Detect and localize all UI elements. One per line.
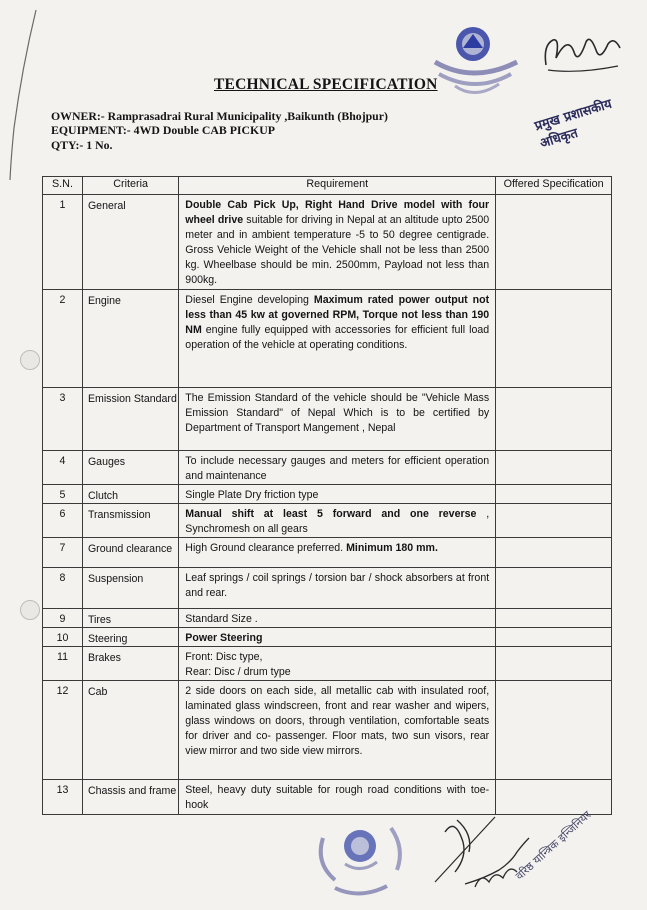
row-criteria: Gauges bbox=[82, 451, 178, 485]
row-criteria: Emission Standard bbox=[82, 388, 178, 451]
table-row bbox=[43, 451, 612, 485]
header-requirement: Requirement bbox=[179, 177, 496, 195]
row-criteria: Brakes bbox=[82, 647, 178, 681]
header-criteria: Criteria bbox=[82, 177, 178, 195]
row-requirement bbox=[179, 290, 496, 388]
row-criteria: Cab bbox=[82, 681, 178, 780]
table-row bbox=[43, 195, 612, 290]
row-requirement bbox=[179, 195, 496, 290]
row-requirement bbox=[179, 485, 496, 504]
row-criteria: Transmission bbox=[82, 504, 178, 538]
requirement-text: Front: Disc type, bbox=[185, 651, 263, 663]
requirement-text: To include necessary gauges and meters for efficient operation and maintenance bbox=[185, 455, 490, 482]
table-row bbox=[43, 681, 612, 780]
row-sn: 6 bbox=[43, 504, 83, 538]
row-criteria: Suspension bbox=[82, 568, 178, 609]
requirement-text: , Synchromesh on all gears bbox=[185, 508, 490, 535]
row-criteria: Tires bbox=[82, 609, 178, 628]
requirement-text: Power Steering bbox=[185, 632, 263, 644]
row-criteria: Ground clearance bbox=[82, 538, 178, 568]
row-criteria: Clutch bbox=[82, 485, 178, 504]
row-sn: 5 bbox=[43, 485, 83, 504]
row-sn: 1 bbox=[43, 195, 83, 290]
row-offered-specification bbox=[496, 485, 612, 504]
officer-signature-top bbox=[538, 30, 628, 80]
row-offered-specification bbox=[496, 647, 612, 681]
row-offered-specification bbox=[496, 681, 612, 780]
row-sn: 7 bbox=[43, 538, 83, 568]
requirement-text: High Ground clearance preferred. bbox=[185, 542, 347, 554]
row-criteria: Steering bbox=[82, 628, 178, 647]
row-requirement bbox=[179, 538, 496, 568]
row-offered-specification bbox=[496, 504, 612, 538]
row-sn: 2 bbox=[43, 290, 83, 388]
header-offered: Offered Specification bbox=[496, 177, 612, 195]
row-offered-specification bbox=[496, 628, 612, 647]
row-sn: 11 bbox=[43, 647, 83, 681]
table-row bbox=[43, 647, 612, 681]
row-sn: 12 bbox=[43, 681, 83, 780]
row-requirement bbox=[179, 504, 496, 538]
row-sn: 4 bbox=[43, 451, 83, 485]
row-requirement bbox=[179, 451, 496, 485]
row-sn: 13 bbox=[43, 780, 83, 815]
table-row bbox=[43, 609, 612, 628]
row-requirement bbox=[179, 628, 496, 647]
table-row bbox=[43, 504, 612, 538]
table-header-row bbox=[43, 177, 612, 195]
requirement-text: Leaf springs / coil springs / torsion bar / shock absorbers at front and rear. bbox=[185, 572, 490, 599]
header-sn: S.N. bbox=[43, 177, 83, 195]
row-offered-specification bbox=[496, 568, 612, 609]
requirement-text: Single Plate Dry friction type bbox=[185, 489, 319, 501]
row-offered-specification bbox=[496, 538, 612, 568]
row-requirement bbox=[179, 388, 496, 451]
row-requirement bbox=[179, 647, 496, 681]
row-sn: 8 bbox=[43, 568, 83, 609]
table-row bbox=[43, 290, 612, 388]
row-criteria: Engine bbox=[82, 290, 178, 388]
document-title: TECHNICAL SPECIFICATION bbox=[214, 76, 438, 93]
requirement-text: Standard Size . bbox=[185, 613, 258, 625]
requirement-text: engine fully equipped with accessories for efficient full load operation of the vehicle at operating conditions. bbox=[185, 324, 490, 351]
table-body bbox=[43, 195, 612, 815]
requirement-text: Minimum 180 mm. bbox=[346, 542, 438, 554]
row-sn: 9 bbox=[43, 609, 83, 628]
table-row bbox=[43, 485, 612, 504]
row-criteria: Chassis and frame bbox=[82, 780, 178, 815]
row-requirement bbox=[179, 681, 496, 780]
equipment-line: EQUIPMENT:- 4WD Double CAB PICKUP bbox=[51, 123, 275, 137]
row-sn: 10 bbox=[43, 628, 83, 647]
engineer-title-stamp: वरिष्ठ यान्त्रिक इन्जिनियर bbox=[513, 808, 594, 883]
table-row bbox=[43, 538, 612, 568]
quantity-line: QTY:- 1 No. bbox=[51, 138, 113, 152]
requirement-text: Diesel Engine developing bbox=[185, 294, 314, 306]
table-row bbox=[43, 628, 612, 647]
division-seal-logo bbox=[305, 808, 415, 898]
requirement-text: Maximum rated power output not less than 45 kw at governed RPM, Torque not less than 190 NM bbox=[185, 294, 490, 336]
requirement-text: suitable for driving in Nepal at an altitude upto 2500 meter and in ambient temperature -5 to 50 degree centigrade. Gross Vehicle Weight of the Vehicle shall not be less than 2500 kg. Wheelbase should be min. 2500mm, Payload not less than 900kg. bbox=[185, 214, 490, 286]
row-offered-specification bbox=[496, 290, 612, 388]
row-offered-specification bbox=[496, 195, 612, 290]
municipality-seal-logo bbox=[425, 22, 535, 112]
owner-line: OWNER:- Ramprasadrai Rural Municipality ,Baikunth (Bhojpur) bbox=[51, 109, 388, 123]
requirement-text: The Emission Standard of the vehicle should be "Vehicle Mass Emission Standard" of Nepal Which is to be certified by Department of Transport Mangement , Nepal bbox=[185, 392, 490, 434]
requirement-text: Manual shift at least 5 forward and one reverse bbox=[185, 508, 477, 520]
row-requirement bbox=[179, 568, 496, 609]
row-offered-specification bbox=[496, 609, 612, 628]
requirement-text: Double Cab Pick Up, Right Hand Drive model with four wheel drive bbox=[185, 199, 490, 226]
row-offered-specification bbox=[496, 780, 612, 815]
table-row bbox=[43, 568, 612, 609]
row-requirement bbox=[179, 609, 496, 628]
officer-title-stamp: प्रमुख प्रशासकीय अधिकृत bbox=[533, 96, 614, 152]
specification-table bbox=[42, 176, 612, 815]
punch-hole-bottom bbox=[20, 600, 40, 620]
row-offered-specification bbox=[496, 451, 612, 485]
row-criteria: General bbox=[82, 195, 178, 290]
punch-hole-top bbox=[20, 350, 40, 370]
requirement-text: 2 side doors on each side, all metallic cab with insulated roof, laminated glass windscreen, front and rear washer and wipers, glass windows on doors, through ventilation, comfortable seats for driver and co- passenger. Floor mats, two sun visors, rear view mirror and two side view mirrors. bbox=[185, 685, 490, 757]
requirement-text: Rear: Disc / drum type bbox=[185, 666, 291, 678]
scan-edge-line bbox=[8, 8, 38, 183]
requirement-text: Steel, heavy duty suitable for rough road conditions with toe-hook bbox=[185, 784, 490, 811]
row-sn: 3 bbox=[43, 388, 83, 451]
table-row bbox=[43, 388, 612, 451]
row-offered-specification bbox=[496, 388, 612, 451]
